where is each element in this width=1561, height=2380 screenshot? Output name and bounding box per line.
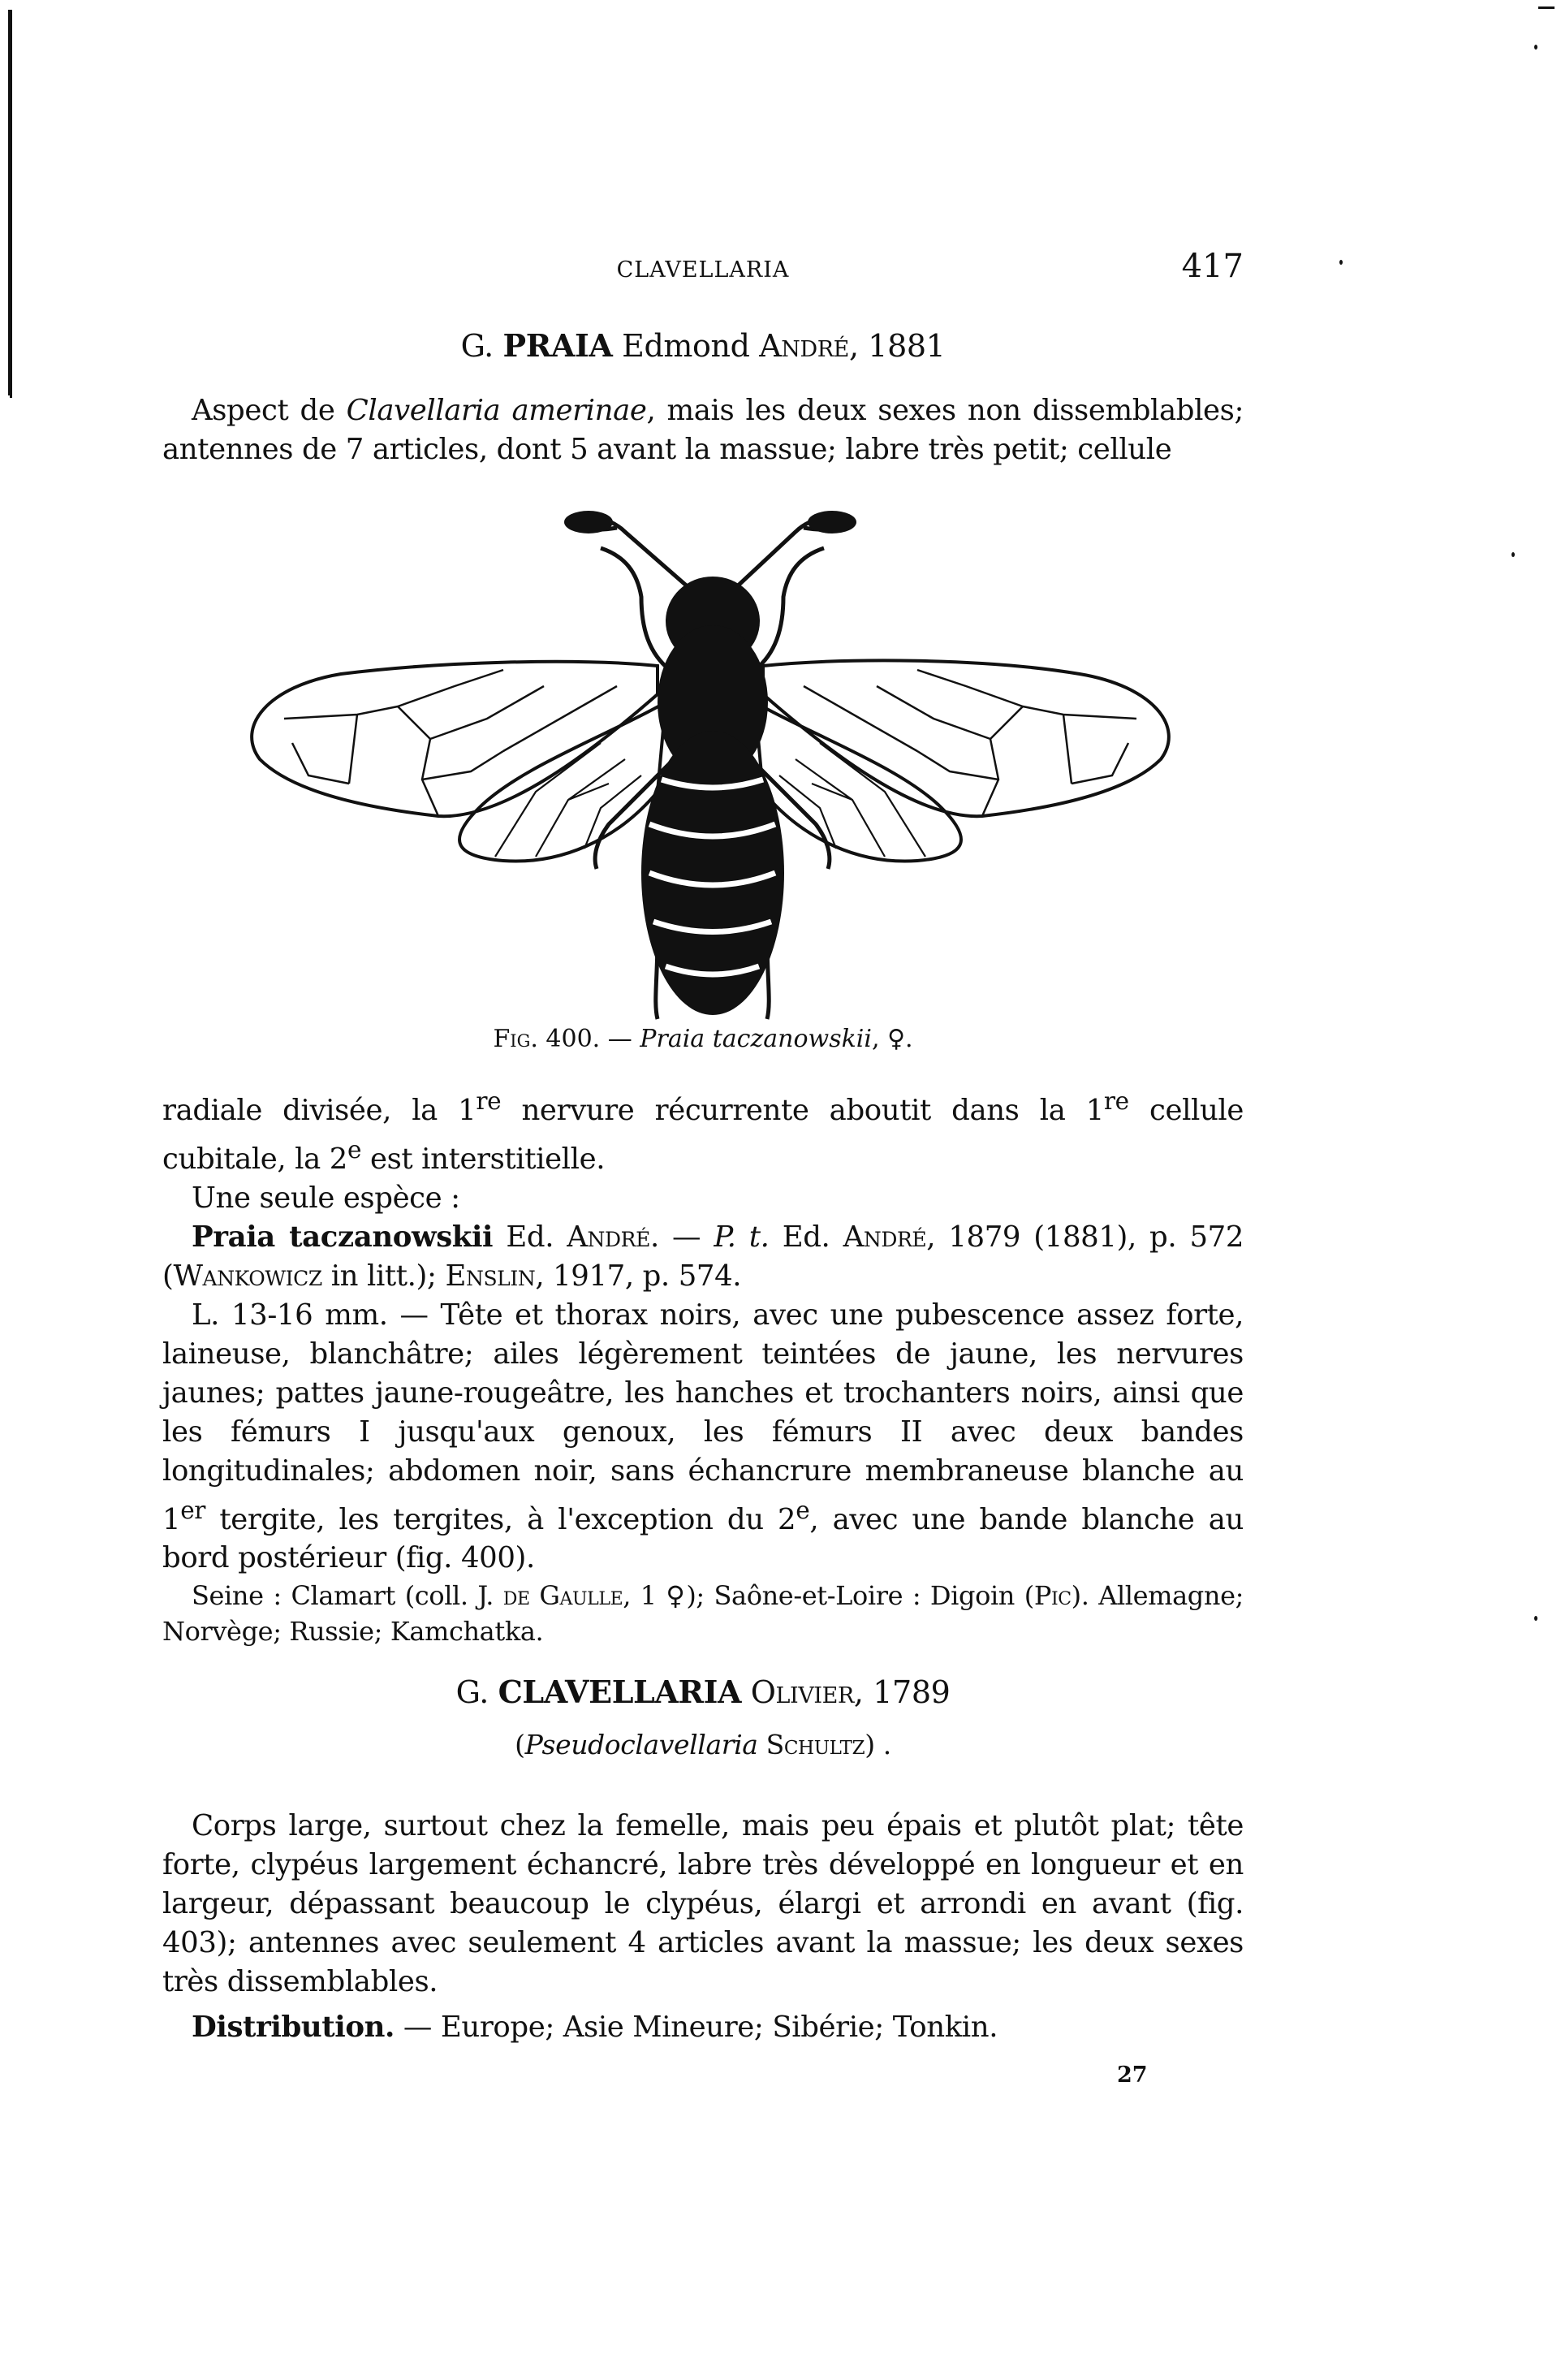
after-figure-text — [162, 1082, 1244, 1179]
scan-corner-mark — [1538, 6, 1555, 9]
scan-speck — [1339, 260, 1343, 265]
signature-mark: 27 — [1117, 2063, 1148, 2088]
scan-speck — [1534, 1616, 1537, 1621]
paren: ) . — [865, 1729, 891, 1760]
distribution-label: Distribution. — [192, 2011, 395, 2044]
collector-name: de Gaulle — [502, 1580, 623, 1612]
single-species-line: Une seule espèce : — [192, 1181, 460, 1215]
page-number: 417 — [1181, 248, 1244, 285]
left-antenna-club — [564, 511, 613, 533]
figure-caption — [162, 1025, 1244, 1053]
clavellaria-paragraph — [162, 1807, 1244, 2047]
text-run: , 1 ♀); Saône-et-Loire : Digoin ( — [623, 1580, 1034, 1612]
superscript: re — [476, 1087, 502, 1115]
text-run: L. 13-16 mm. — Tête et thorax noirs, avec une pubescence assez forte, laineuse, blanchâtre; ailes légèrement teintées de jaune, les nervures jaunes; pattes jaune-rougeâtre, les hanches et trochanters noirs, ainsi que les fémurs I jusqu'aux genoux, les fémurs II avec deux bandes longitudinales; abdomen noir, sans échancrure membraneuse blanche au 1 — [162, 1298, 1244, 1536]
text-run: cellule cubitale, la 2 — [162, 1093, 1244, 1176]
superscript: re — [1103, 1087, 1129, 1115]
left-hindwing-veins — [495, 743, 641, 857]
scan-speck — [1511, 552, 1515, 557]
figure-sex: , ♀. — [872, 1025, 913, 1053]
genus-year: , 1789 — [853, 1674, 951, 1710]
intro-text-1: Aspect de — [192, 394, 347, 427]
collector-name: Pic — [1033, 1580, 1072, 1612]
distribution-line — [162, 2008, 1244, 2047]
superscript: e — [347, 1135, 362, 1164]
author-name: André — [567, 1220, 650, 1254]
scan-edge-left-lower — [10, 268, 12, 398]
text-run: est interstitielle. — [361, 1142, 606, 1176]
right-hindwing-veins — [779, 743, 925, 857]
intro-species-ref: Clavellaria amerinae — [346, 394, 647, 427]
genus-synonym — [162, 1726, 1244, 1764]
genus-heading-clavellaria — [162, 1673, 1244, 1712]
caption-dash: — — [600, 1025, 640, 1053]
text-run: Ed. — [769, 1220, 843, 1254]
superscript: er — [180, 1496, 206, 1524]
intro-text-2: , mais les deux sexes non dissemblables; antennes de 7 articles, dont 5 avant la massue; labre très petit; cellule — [162, 394, 1244, 466]
running-head-title: CLAVELLARIA — [616, 257, 790, 283]
text-run: nervure récurrente aboutit dans la 1 — [501, 1093, 1104, 1127]
species-entry — [162, 1218, 1244, 1296]
text-run: tergite, les tergites, à l'exception du 2 — [205, 1502, 796, 1536]
figure-species: Praia taczanowskii — [640, 1025, 872, 1053]
author-name: Wankowicz — [173, 1259, 322, 1293]
text-run: , 1879 (1881), p. 572 ( — [162, 1220, 1244, 1293]
text-run: . — — [649, 1220, 714, 1254]
genus-heading-praia — [162, 326, 1244, 365]
synonym-name: Pseudoclavellaria — [524, 1729, 758, 1760]
genus-prefix: G. — [460, 328, 494, 364]
text-run: , 1917, p. 574. — [535, 1259, 742, 1293]
clavellaria-description: Corps large, surtout chez la femelle, mais peu épais et plutôt plat; tête forte, clypéus largement échancré, labre très développé en longueur et en largeur, dépassant beaucoup le clypéus, élargi et arrondi en avant (fig. 403); antennes avec seulement 4 articles avant la massue; les deux sexes très dissemblables. — [162, 1809, 1244, 1998]
distribution-text: — Europe; Asie Mineure; Sibérie; Tonkin. — [395, 2011, 998, 2044]
genus-author: Olivier — [750, 1674, 854, 1710]
genus-intro-paragraph — [162, 391, 1244, 469]
localities — [162, 1578, 1244, 1649]
author-name: André — [843, 1220, 927, 1254]
paren: ( — [515, 1729, 525, 1760]
species-abbrev: P. t. — [714, 1220, 770, 1254]
genus-year: , 1881 — [848, 328, 946, 364]
genus-prefix: G. — [455, 1674, 489, 1710]
left-front-leg — [601, 548, 670, 670]
text-run: in litt.); — [321, 1259, 446, 1293]
synonym-author: Schultz — [765, 1729, 865, 1760]
figure-400-illustration — [235, 499, 1185, 1027]
species-name: Praia taczanowskii — [192, 1220, 494, 1254]
genus-author-last: André — [759, 328, 849, 364]
text-run: Seine : Clamart (coll. J. — [192, 1580, 503, 1612]
text-run: ). Allemagne; Norvège; Russie; Kamchatka. — [162, 1580, 1244, 1648]
after-figure-paragraph — [162, 1082, 1244, 1649]
genus-author-first: Edmond — [622, 328, 750, 364]
genus-name: PRAIA — [502, 327, 613, 364]
intro-text — [162, 391, 1244, 469]
text-run: Ed. — [493, 1220, 567, 1254]
genus-name: CLAVELLARIA — [498, 1674, 742, 1710]
right-front-leg — [755, 548, 824, 670]
author-name: Enslin — [445, 1259, 536, 1293]
body — [564, 511, 856, 1015]
figure-label: Fig. 400. — [493, 1025, 601, 1053]
right-forewing-veins — [804, 670, 1136, 816]
species-description — [162, 1296, 1244, 1579]
left-forewing-veins — [284, 670, 617, 816]
text-run: , avec une bande blanche au bord postérieur (fig. 400). — [162, 1502, 1244, 1575]
text-run: radiale divisée, la 1 — [162, 1093, 476, 1127]
scan-speck — [1534, 45, 1537, 50]
running-head — [162, 248, 1244, 288]
right-antenna-club — [808, 511, 856, 533]
superscript: e — [796, 1496, 810, 1524]
